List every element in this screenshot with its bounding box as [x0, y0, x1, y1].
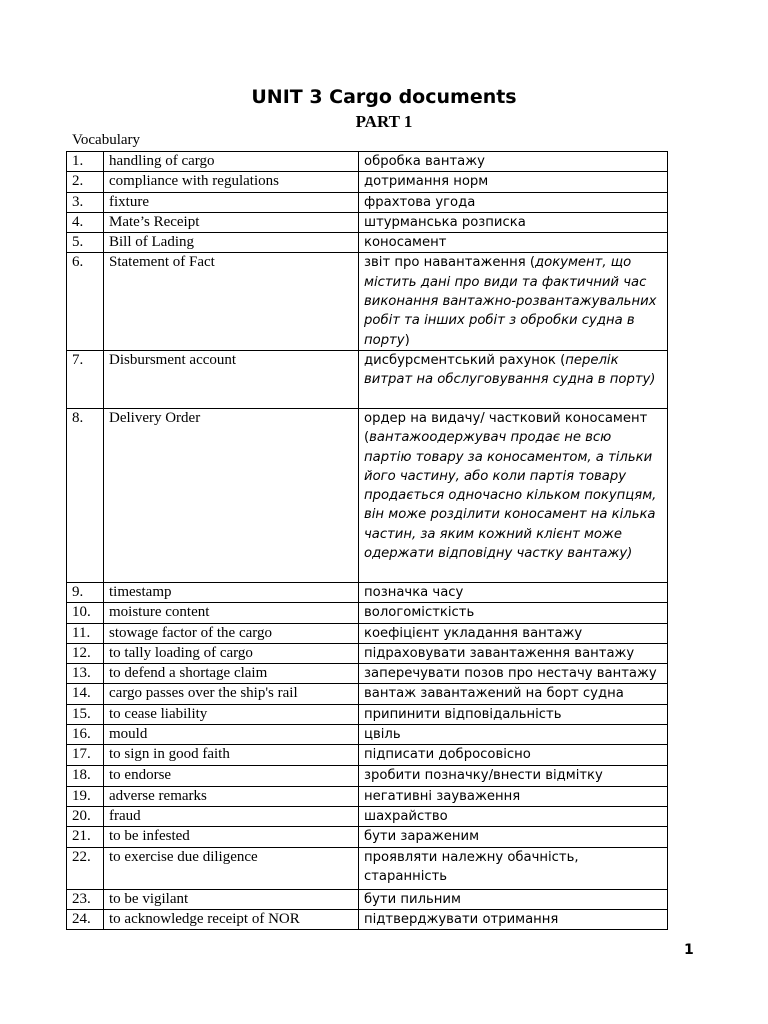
ukrainian-translation: [359, 212, 668, 232]
english-term: Mate’s Receipt: [104, 212, 359, 232]
table-row: [67, 408, 668, 582]
row-number: 16.: [67, 725, 104, 745]
translation-text: позначка часу: [364, 584, 464, 600]
english-term: to sign in good faith: [104, 745, 359, 765]
english-term: moisture content: [104, 603, 359, 623]
table-row: [67, 806, 668, 826]
translation-text: підтверджувати отримання: [364, 911, 559, 927]
row-number: 11.: [67, 623, 104, 643]
ukrainian-translation: [359, 806, 668, 826]
translation-text: фрахтова угода: [364, 194, 476, 210]
translation-explanation: документ, що містить дані про види та фактичний час виконання вантажно-розвантажувальних робіт та інших робіт з обробки судна в порту: [364, 255, 657, 348]
table-row: [67, 847, 668, 889]
translation-explanation: перелік витрат на обслуговування судна в порту): [364, 352, 656, 388]
table-row: [67, 745, 668, 765]
ukrainian-translation: [359, 192, 668, 212]
table-row: [67, 827, 668, 847]
translation-text: негативні зауваження: [364, 788, 521, 804]
table-row: [67, 233, 668, 253]
ukrainian-translation: [359, 827, 668, 847]
row-number: 15.: [67, 704, 104, 724]
row-number: 20.: [67, 806, 104, 826]
english-term: to exercise due diligence: [104, 847, 359, 889]
table-row: [67, 889, 668, 909]
translation-text: дисбурсментський рахунок (: [364, 352, 566, 368]
row-number: 19.: [67, 786, 104, 806]
ukrainian-translation: [359, 889, 668, 909]
ukrainian-translation: [359, 253, 668, 350]
english-term: timestamp: [104, 582, 359, 602]
ukrainian-translation: [359, 704, 668, 724]
ukrainian-translation: [359, 350, 668, 408]
ukrainian-translation: [359, 623, 668, 643]
translation-text: коефіцієнт укладання вантажу: [364, 625, 583, 641]
translation-text: дотримання норм: [364, 174, 489, 190]
row-number: 24.: [67, 909, 104, 929]
translation-text: проявляти належну обачність, старанність: [364, 849, 579, 884]
english-term: Statement of Fact: [104, 253, 359, 350]
english-term: cargo passes over the ship's rail: [104, 684, 359, 704]
english-term: to tally loading of cargo: [104, 643, 359, 663]
translation-text: підписати добросовісно: [364, 747, 531, 763]
row-number: 10.: [67, 603, 104, 623]
vocabulary-table-body: [67, 152, 668, 930]
table-row: [67, 909, 668, 929]
table-row: [67, 192, 668, 212]
row-number: 12.: [67, 643, 104, 663]
table-row: [67, 350, 668, 408]
ukrainian-translation: [359, 582, 668, 602]
english-term: to defend a shortage claim: [104, 664, 359, 684]
translation-text: ордер на видачу/ частковий коносамент (: [364, 410, 648, 446]
table-row: [67, 603, 668, 623]
ukrainian-translation: [359, 643, 668, 663]
table-row: [67, 664, 668, 684]
table-row: [67, 725, 668, 745]
english-term: handling of cargo: [104, 152, 359, 172]
part-heading: PART 1: [355, 112, 413, 131]
table-row: [67, 212, 668, 232]
table-row: [67, 643, 668, 663]
translation-text: звіт про навантаження (: [364, 255, 536, 271]
translation-text: припинити відповідальність: [364, 706, 562, 722]
row-number: 6.: [67, 253, 104, 350]
english-term: Delivery Order: [104, 408, 359, 582]
english-term: to acknowledge receipt of NOR: [104, 909, 359, 929]
ukrainian-translation: [359, 847, 668, 889]
row-number: 21.: [67, 827, 104, 847]
row-number: 17.: [67, 745, 104, 765]
row-number: 7.: [67, 350, 104, 408]
ukrainian-translation: [359, 408, 668, 582]
translation-text: зробити позначку/внести відмітку: [364, 767, 603, 783]
row-number: 1.: [67, 152, 104, 172]
ukrainian-translation: [359, 664, 668, 684]
page-title: UNIT 3 Cargo documents: [251, 86, 517, 108]
ukrainian-translation: [359, 909, 668, 929]
english-term: compliance with regulations: [104, 172, 359, 192]
translation-text: вантаж завантажений на борт судна: [364, 686, 624, 702]
translation-text: шахрайство: [364, 808, 448, 824]
ukrainian-translation: [359, 786, 668, 806]
table-row: [67, 172, 668, 192]
row-number: 5.: [67, 233, 104, 253]
english-term: to cease liability: [104, 704, 359, 724]
english-term: Disbursment account: [104, 350, 359, 408]
translation-text: бути пильним: [364, 891, 461, 907]
ukrainian-translation: [359, 152, 668, 172]
ukrainian-translation: [359, 172, 668, 192]
ukrainian-translation: [359, 765, 668, 786]
english-term: to endorse: [104, 765, 359, 786]
ukrainian-translation: [359, 233, 668, 253]
english-term: stowage factor of the cargo: [104, 623, 359, 643]
translation-explanation: вантажоодержувач продає не всю партію товару за коносаментом, а тільки його частину, або коли партія товару продається одночасно кільком покупцям, він може розділити коносамент на кілька частин, за яким кожний клієнт може одержати відповідну частку вантажу): [364, 430, 657, 562]
row-number: 8.: [67, 408, 104, 582]
english-term: to be infested: [104, 827, 359, 847]
english-term: adverse remarks: [104, 786, 359, 806]
translation-text: вологомісткість: [364, 605, 475, 621]
table-row: [67, 684, 668, 704]
row-number: 13.: [67, 664, 104, 684]
ukrainian-translation: [359, 725, 668, 745]
row-number: 3.: [67, 192, 104, 212]
row-number: 23.: [67, 889, 104, 909]
english-term: fraud: [104, 806, 359, 826]
table-row: [67, 623, 668, 643]
row-number: 4.: [67, 212, 104, 232]
translation-text: заперечувати позов про нестачу вантажу: [364, 666, 657, 682]
table-row: [67, 704, 668, 724]
table-row: [67, 765, 668, 786]
translation-text: підраховувати завантаження вантажу: [364, 645, 635, 661]
translation-text: штурманська розписка: [364, 214, 526, 230]
ukrainian-translation: [359, 603, 668, 623]
row-number: 14.: [67, 684, 104, 704]
row-number: 2.: [67, 172, 104, 192]
translation-text: обробка вантажу: [364, 154, 485, 169]
vocabulary-table: [66, 151, 668, 930]
page-number: 1: [684, 942, 694, 958]
table-row: [67, 786, 668, 806]
closing-parenthesis: ): [404, 332, 410, 348]
translation-text: бути зараженим: [364, 829, 480, 845]
english-term: fixture: [104, 192, 359, 212]
table-row: [67, 152, 668, 172]
table-caption: Vocabulary: [72, 132, 141, 148]
translation-text: коносамент: [364, 235, 447, 251]
row-number: 22.: [67, 847, 104, 889]
english-term: Bill of Lading: [104, 233, 359, 253]
english-term: mould: [104, 725, 359, 745]
english-term: to be vigilant: [104, 889, 359, 909]
table-row: [67, 253, 668, 350]
translation-text: цвіль: [364, 727, 401, 743]
table-row: [67, 582, 668, 602]
row-number: 9.: [67, 582, 104, 602]
ukrainian-translation: [359, 684, 668, 704]
row-number: 18.: [67, 765, 104, 786]
ukrainian-translation: [359, 745, 668, 765]
